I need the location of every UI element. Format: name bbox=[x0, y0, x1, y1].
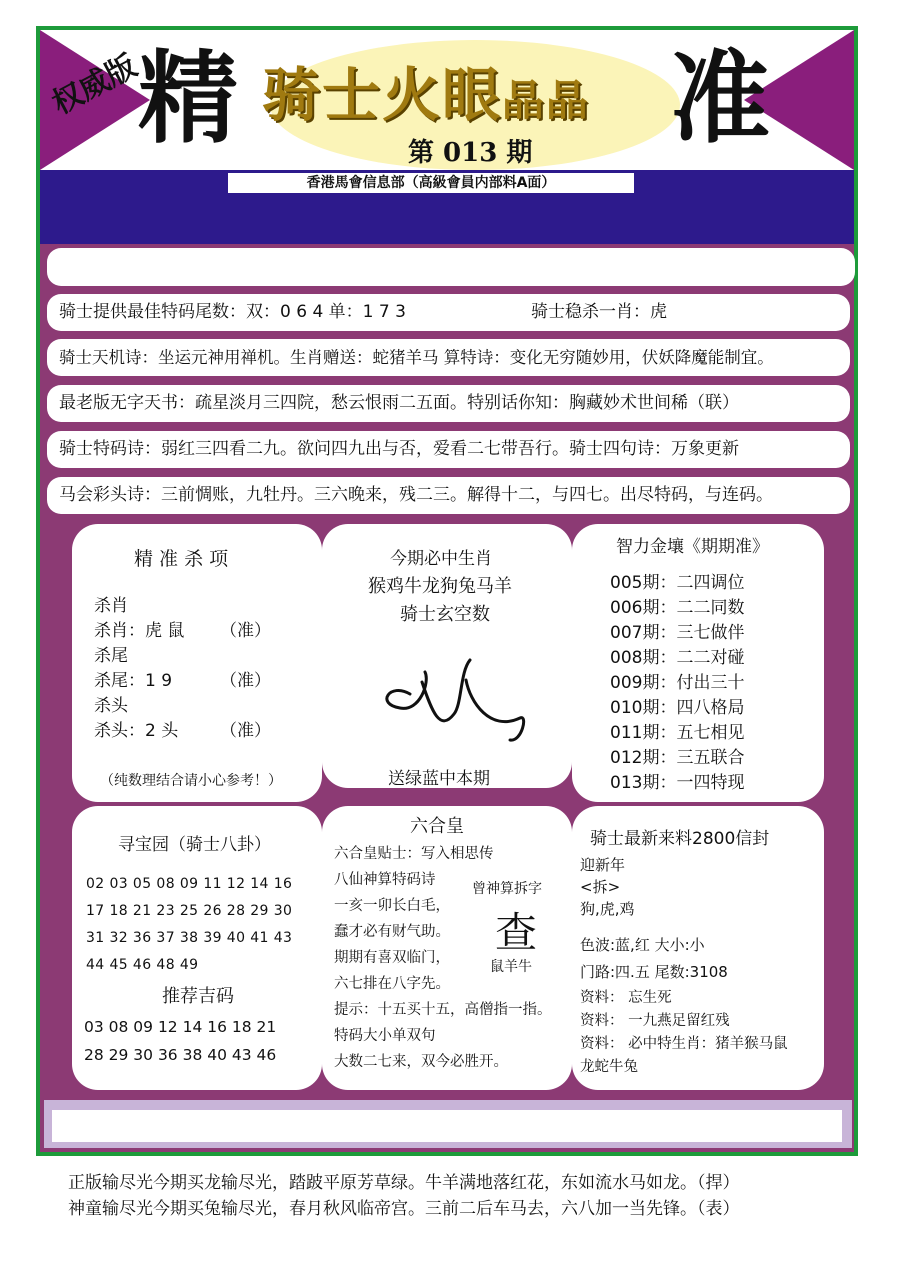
latest-line: 资料： 忘生死 bbox=[580, 990, 672, 1006]
recommend-title: 推荐吉码 bbox=[162, 986, 234, 1007]
zhili-item: 013期：一四特现 bbox=[610, 773, 745, 793]
zhili-item: 006期：二二同数 bbox=[610, 598, 745, 618]
chaizi-answer: 鼠羊牛 bbox=[490, 959, 532, 975]
latest-line: 狗,虎,鸡 bbox=[580, 900, 635, 918]
kill-line: 杀肖：虎 鼠 bbox=[94, 621, 185, 641]
kill-note: （纯数理结合请小心参考！） bbox=[100, 773, 282, 789]
liuhe-title: 六合皇 bbox=[410, 816, 464, 837]
liuhe-line: 八仙神算特码诗 bbox=[334, 872, 436, 888]
chaizi-character: 查 bbox=[495, 908, 538, 957]
liuhe-line: 六七排在八字先。 bbox=[334, 976, 450, 992]
liuhe-line: 六合皇贴士：写入相思传 bbox=[334, 846, 494, 862]
latest-line: 迎新年 bbox=[580, 856, 626, 874]
brand-main: 骑士火眼 bbox=[262, 61, 503, 129]
zhili-item: 005期：二四调位 bbox=[610, 573, 745, 593]
tail-numbers: 骑士提供最佳特码尾数：双：0 6 4 单：1 7 3 bbox=[59, 302, 406, 322]
subheading: 香港馬會信息部（高級會員内部料A面） bbox=[228, 173, 634, 193]
latest-title: 骑士最新来料2800信封 bbox=[590, 829, 770, 849]
brand-small: 晶晶 bbox=[502, 76, 591, 125]
latest-line: 门路:四.五 尾数:3108 bbox=[580, 963, 728, 981]
zodiac-list: 猴鸡牛龙狗兔马羊 bbox=[368, 576, 512, 597]
liuhe-line: 期期有喜双临门， bbox=[334, 950, 450, 966]
liuhe-hint: 提示：十五买十五，高僧指一指。 bbox=[334, 1002, 552, 1018]
latest-line: <拆> bbox=[580, 878, 621, 896]
zhili-title: 智力金壤《期期准》 bbox=[616, 537, 769, 557]
header bbox=[40, 30, 854, 170]
zodiac-line: 今期必中生肖 bbox=[390, 549, 492, 569]
treasure-numbers: 02 03 05 08 09 11 12 14 16 bbox=[86, 876, 293, 892]
info-row-special: 骑士特码诗：弱红三四看二九。欲问四九出与否，爱看二七带吾行。骑士四句诗：万象更新 bbox=[47, 431, 850, 468]
zodiac-line: 骑士玄空数 bbox=[400, 604, 490, 625]
kill-line: 杀头 bbox=[94, 696, 128, 716]
zhili-item: 012期：三五联合 bbox=[610, 748, 745, 768]
kill-line: 杀肖 bbox=[94, 596, 128, 616]
blank-bar bbox=[47, 248, 855, 286]
signature-scribble bbox=[370, 642, 530, 742]
issue-number: 第 013 期 bbox=[408, 138, 533, 168]
footer-line: 神童输尽光今期买兔输尽光，春月秋风临帝宫。三前二后车马去，六八加一当先锋。（表） bbox=[68, 1199, 740, 1219]
info-row-poem: 骑士天机诗：坐运元神用禅机。生肖赠送：蛇猪羊马 算特诗：变化无穷随妙用，伏妖降魔能制宜。 bbox=[47, 339, 850, 376]
latest-line: 色波:蓝,红 大小:小 bbox=[580, 936, 705, 954]
zodiac-line: 送绿蓝中本期 bbox=[388, 769, 490, 788]
kill-line: 杀尾 bbox=[94, 646, 128, 666]
zhili-item: 011期：五七相见 bbox=[610, 723, 745, 743]
kill-line: 杀尾：1 9 bbox=[94, 671, 173, 691]
kill-line-mark: （准） bbox=[220, 671, 271, 691]
liuhe-line: 大数二七来，双今必胜开。 bbox=[334, 1054, 508, 1070]
bottom-blank bbox=[52, 1110, 842, 1142]
treasure-numbers: 17 18 21 23 25 26 28 29 30 bbox=[86, 903, 293, 919]
kill-line: 杀头：2 头 bbox=[94, 721, 179, 741]
latest-line: 资料： 一九燕足留红残 bbox=[580, 1013, 730, 1029]
kill-line-mark: （准） bbox=[220, 721, 271, 741]
recommend-numbers: 28 29 30 36 38 40 43 46 bbox=[84, 1046, 277, 1064]
zhili-item: 008期：二二对碰 bbox=[610, 648, 745, 668]
header-left-char: 精 bbox=[138, 39, 238, 157]
kill-line-mark: （准） bbox=[220, 621, 271, 641]
kill-one-zodiac: 骑士稳杀一肖：虎 bbox=[531, 302, 667, 322]
zhili-item: 009期：付出三十 bbox=[610, 673, 745, 693]
info-row-horse: 马会彩头诗：三前惆账，九牡丹。三六晚来，残二三。解得十二，与四七。出尽特码，与连码。 bbox=[47, 477, 850, 514]
kill-box bbox=[72, 524, 322, 802]
kill-title: 精 准 杀 项 bbox=[134, 548, 229, 570]
liuhe-box bbox=[322, 806, 572, 1090]
brand-title bbox=[262, 61, 591, 129]
latest-line: 资料： 必中特生肖：猪羊猴马鼠 bbox=[580, 1036, 788, 1052]
zodiac-box bbox=[322, 524, 572, 788]
treasure-numbers: 44 45 46 48 49 bbox=[86, 957, 199, 973]
info-row-book: 最老版无字天书：疏星淡月三四院，愁云恨雨二五面。特别话你知：胸藏妙术世间稀（联） bbox=[47, 385, 850, 422]
liuhe-line: 一亥一卯长白毛， bbox=[334, 898, 450, 914]
liuhe-line: 特码大小单双句 bbox=[334, 1028, 436, 1044]
zhili-item: 007期：三七做伴 bbox=[610, 623, 745, 643]
recommend-numbers: 03 08 09 12 14 16 18 21 bbox=[84, 1018, 277, 1036]
treasure-numbers: 31 32 36 37 38 39 40 41 43 bbox=[86, 930, 293, 946]
zhili-box bbox=[572, 524, 824, 802]
liuhe-line: 蠢才必有财气助。 bbox=[334, 924, 450, 940]
treasure-box bbox=[72, 806, 322, 1090]
header-right-char: 准 bbox=[670, 39, 770, 157]
latest-line: 龙蛇牛兔 bbox=[580, 1059, 638, 1075]
info-row-tail bbox=[47, 294, 850, 331]
treasure-title: 寻宝园（骑士八卦） bbox=[118, 835, 271, 855]
zhili-item: 010期：四八格局 bbox=[610, 698, 745, 718]
latest-box bbox=[572, 806, 824, 1090]
footer-line: 正版输尽光今期买龙输尽光，踏跛平原芳草绿。牛羊满地落红花，东如流水马如龙。（捍） bbox=[68, 1173, 740, 1193]
chaizi-title: 曾神算拆字 bbox=[472, 881, 542, 897]
edition-label: 权威版 bbox=[46, 48, 143, 122]
